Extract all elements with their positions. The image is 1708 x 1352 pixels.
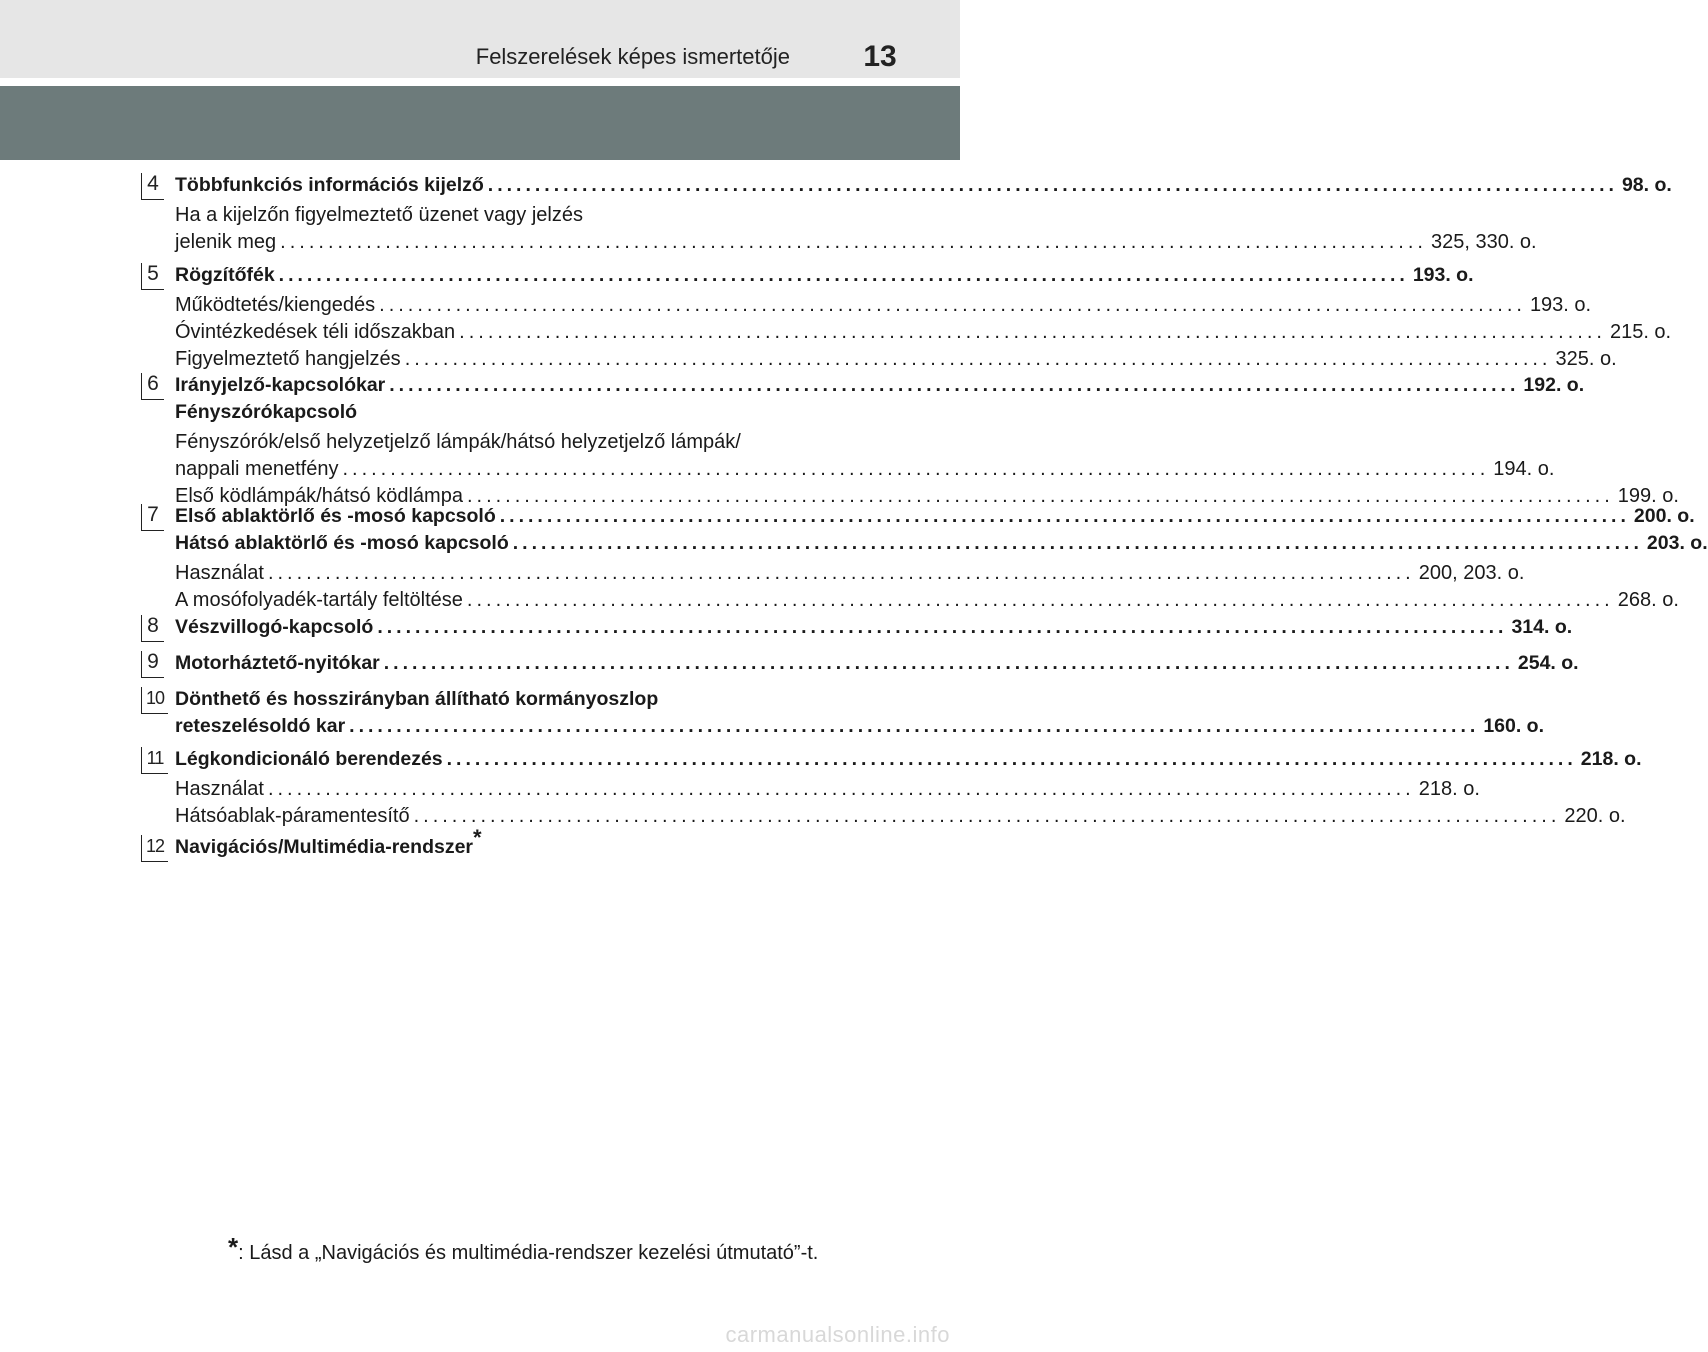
item-number-5: 5 [141,263,164,290]
dot-leader: ........................................................................................................................ [267,562,1415,584]
page-number: 13 [863,40,897,73]
entry-label: Dönthető és hosszirányban állítható kormányoszlop [175,688,659,710]
page-reference[interactable]: 268. o. [1617,589,1679,611]
entry-label: Hátsóablak-páramentesítő [175,805,410,827]
page-reference[interactable]: 200. o. [1633,505,1695,527]
page-reference[interactable]: 215. o. [1609,321,1672,343]
entry-label: Vészvillogó-kapcsoló [175,616,374,638]
entry-label: reteszelésoldó kar [175,715,346,737]
entry-subline [175,229,1537,256]
dot-leader: ........................................................................................................................ [278,264,1409,286]
entry-heading [175,614,1573,641]
entry-heading [175,713,1545,740]
entry-label: Használat [175,562,264,584]
entry-subline [175,346,1617,373]
entry-label: jelenik meg [175,231,277,253]
page-reference[interactable]: 193. o. [1529,294,1592,316]
entry-heading [175,503,1695,530]
page-reference[interactable]: 193. o. [1412,264,1474,286]
entry-label: Fényszórókapcsoló [175,401,358,423]
entry-label: Első ködlámpák/hátsó ködlámpa [175,485,463,507]
page-reference[interactable]: 220. o. [1564,805,1626,827]
entry-label: Irányjelző-kapcsolókar [175,374,386,396]
item-number-7: 7 [141,504,164,531]
item-number-6: 6 [141,373,164,400]
entry-label: Fényszórók/első helyzetjelző lámpák/hátsó helyzetjelző lámpák/ [175,431,741,453]
item-number-4: 4 [141,173,164,200]
dot-leader: ........................................................................................................................ [383,652,1514,674]
entry-label: Többfunkciós információs kijelző [175,174,484,196]
entry-heading [175,262,1474,289]
page-reference[interactable]: 199. o. [1617,485,1679,507]
entry-heading [175,746,1642,773]
page-reference[interactable]: 218. o. [1580,748,1642,770]
dot-leader: ........................................................................................................................ [404,348,1552,370]
dot-leader: ........................................................................................................................ [377,616,1508,638]
entry-label: A mosófolyadék-tartály feltöltése [175,589,463,611]
entry-label: Első ablaktörlő és -mosó kapcsoló [175,505,496,527]
entry-heading [175,172,1672,199]
entry-heading [175,825,815,861]
watermark: carmanualsonline.info [725,1322,950,1347]
dot-leader: ........................................................................................................................ [267,778,1415,800]
page-reference[interactable]: 203. o. [1646,532,1708,554]
entry-subline [175,776,1480,803]
entry-label: Használat [175,778,264,800]
page-reference[interactable]: 325, 330. o. [1430,231,1537,253]
entry-label: Rögzítőfék [175,264,275,286]
entry-subline [175,456,1555,483]
entry-label: Figyelmeztető hangjelzés [175,348,401,370]
entry-subline [175,319,1672,346]
footnote-reference: * [473,825,482,850]
dot-leader: ........................................................................................................................ [466,485,1614,507]
entry-label: nappali menetfény [175,458,339,480]
entry-subline [175,587,1679,614]
entry-label: Óvintézkedések téli időszakban [175,321,456,343]
dot-leader: ........................................................................................................................ [280,231,1427,253]
dot-leader: ........................................................................................................................ [459,321,1606,343]
item-number-10: 10 [141,687,168,714]
page-reference[interactable]: 254. o. [1517,652,1579,674]
item-number-11: 11 [141,747,168,774]
page-reference[interactable]: 218. o. [1418,778,1480,800]
entry-heading [175,399,815,426]
entry-label: Hátsó ablaktörlő és -mosó kapcsoló [175,532,509,554]
page-reference[interactable]: 160. o. [1483,715,1545,737]
header-band [0,86,960,160]
entry-label: Ha a kijelzőn figyelmeztető üzenet vagy jelzés [175,204,583,226]
entry-subline [175,803,1626,830]
dot-leader: ........................................................................................................................ [512,532,1643,554]
dot-leader: ........................................................................................................................ [446,748,1577,770]
section-title: Felszerelések képes ismertetője [475,44,790,69]
page-header [0,0,960,82]
entry-label: Navigációs/Multimédia-rendszer [175,836,474,858]
dot-leader: ........................................................................................................................ [389,374,1520,396]
page-reference[interactable]: 98. o. [1621,174,1672,196]
dot-leader: ........................................................................................................................ [487,174,1618,196]
page-reference[interactable]: 194. o. [1493,458,1555,480]
footnote-marker: * [228,1232,239,1262]
entry-label: Motorháztető-nyitókar [175,652,380,674]
page-reference[interactable]: 314. o. [1511,616,1573,638]
entry-subline [175,429,815,456]
item-number-8: 8 [141,615,164,642]
page-reference[interactable]: 325. o. [1555,348,1617,370]
entry-subline [175,292,1592,319]
entry-heading [175,686,815,713]
entry-subline [175,202,815,229]
footnote-text: : Lásd a „Navigációs és multimédia-rendszer kezelési útmutató”-t. [238,1242,819,1264]
dot-leader: ........................................................................................................................ [379,294,1526,316]
entry-label: Működtetés/kiengedés [175,294,376,316]
item-number-9: 9 [141,651,164,678]
dot-leader: ........................................................................................................................ [466,589,1614,611]
dot-leader: ........................................................................................................................ [342,458,1490,480]
page-reference[interactable]: 200, 203. o. [1418,562,1525,584]
item-number-12: 12 [141,835,168,862]
entry-heading [175,372,1585,399]
page-reference[interactable]: 192. o. [1523,374,1585,396]
dot-leader: ........................................................................................................................ [413,805,1561,827]
entry-heading [175,650,1579,677]
footnote [228,1232,928,1265]
dot-leader: ........................................................................................................................ [349,715,1480,737]
entry-heading [175,530,1708,557]
entry-label: Légkondicionáló berendezés [175,748,443,770]
dot-leader: ........................................................................................................................ [499,505,1630,527]
entry-subline [175,560,1525,587]
